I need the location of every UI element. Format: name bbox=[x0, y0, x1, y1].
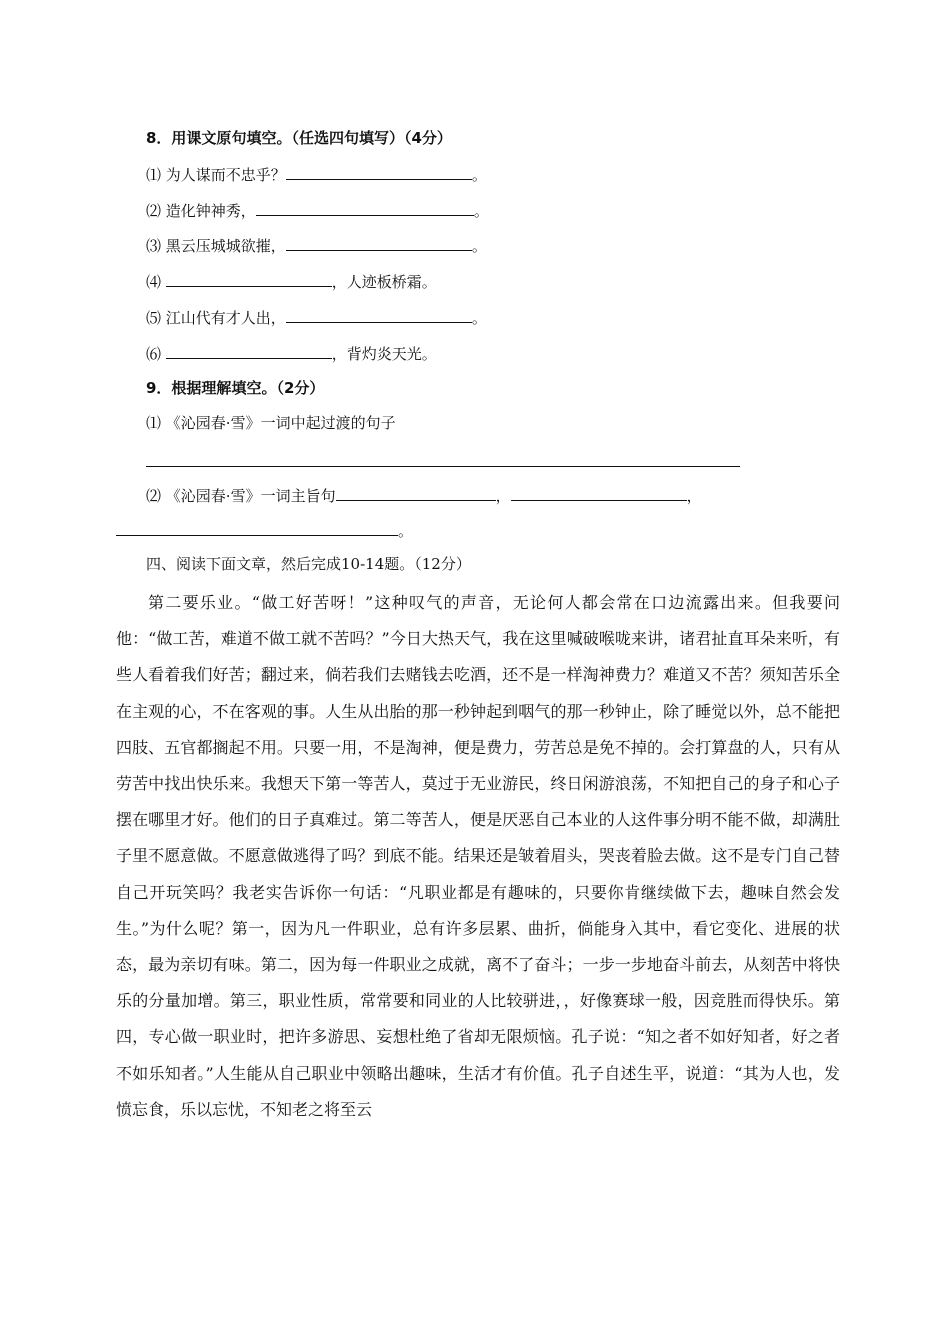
q9-heading: 9．根据理解填空。（2分） bbox=[146, 379, 325, 397]
q8-item-number: ⑷ bbox=[146, 273, 162, 291]
q8-item-prompt: 造化钟神秀， bbox=[165, 202, 256, 220]
q8-item-6 bbox=[146, 342, 437, 364]
terminator: 。 bbox=[398, 522, 414, 540]
answer-line[interactable] bbox=[146, 466, 740, 467]
answer-blank[interactable] bbox=[256, 199, 474, 216]
q9-item-number: ⑴ bbox=[146, 414, 162, 432]
q9-item-2 bbox=[146, 484, 702, 506]
q8-item-4 bbox=[146, 270, 437, 292]
q8-item-3 bbox=[146, 234, 487, 256]
q9-item-number: ⑵ bbox=[146, 487, 162, 505]
q8-item-suffix: 。 bbox=[471, 237, 487, 255]
q8-item-number: ⑵ bbox=[146, 202, 162, 220]
answer-blank[interactable] bbox=[116, 519, 398, 536]
q8-item-suffix: 。 bbox=[473, 202, 489, 220]
q9-item-2-continuation bbox=[116, 519, 413, 541]
q8-item-number: ⑸ bbox=[146, 309, 162, 327]
q8-item-prompt: 为人谋而不忠乎？ bbox=[165, 166, 286, 184]
answer-blank[interactable] bbox=[511, 484, 687, 501]
q9-item-prompt: 《沁园春·雪》一词中起过渡的句子 bbox=[165, 414, 396, 432]
answer-blank[interactable] bbox=[286, 163, 472, 180]
q8-item-suffix: ，背灼炎天光。 bbox=[331, 345, 437, 363]
separator: ， bbox=[495, 487, 511, 505]
answer-blank[interactable] bbox=[166, 270, 332, 287]
q9-item-prompt: 《沁园春·雪》一词主旨句 bbox=[165, 487, 336, 505]
q8-item-number: ⑹ bbox=[146, 345, 162, 363]
q8-item-number: ⑶ bbox=[146, 237, 162, 255]
q8-item-suffix: 。 bbox=[471, 309, 487, 327]
answer-blank[interactable] bbox=[286, 234, 472, 251]
answer-blank[interactable] bbox=[336, 484, 496, 501]
q8-item-suffix: ，人迹板桥霜。 bbox=[331, 273, 437, 291]
reading-passage bbox=[116, 585, 840, 1128]
q8-item-prompt: 黑云压城城欲摧， bbox=[165, 237, 286, 255]
passage-paragraph: 第二要乐业。“做工好苦呀！”这种叹气的声音，无论何人都会常在口边流露出来。但我要问他：“做工苦，难道不做工就不苦吗？”今日大热天气，我在这里喊破喉咙来讲，诸君扯直耳朵来听，有些人看着我们好苦；翻过来，倘若我们去赌钱去吃酒，还不是一样淘神费力？难道又不苦？须知苦乐全在主观的心，不在客观的事。人生从出胎的那一秒钟起到咽气的那一秒钟止，除了睡觉以外，总不能把四肢、五官都搁起不用。只要一用，不是淘神，便是费力，劳苦总是免不掉的。会打算盘的人，只有从劳苦中找出快乐来。我想天下第一等苦人，莫过于无业游民，终日闲游浪荡，不知把自己的身子和心子摆在哪里才好。他们的日子真难过。第二等苦人，便是厌恶自己本业的人这件事分明不能不做，却满肚子里不愿意做。不愿意做逃得了吗？到底不能。结果还是皱着眉头，哭丧着脸去做。这不是专门自己替自己开玩笑吗？我老实告诉你一句话：“凡职业都是有趣味的，只要你肯继续做下去，趣味自然会发生。”为什么呢？第一，因为凡一件职业，总有许多层累、曲折，倘能身入其中，看它变化、进展的状态，最为亲切有味。第二，因为每一件职业之成就，离不了奋斗；一步一步地奋斗前去，从刻苦中将快乐的分量加增。第三，职业性质，常常要和同业的人比较骈进，，好像赛球一般，因竞胜而得快乐。第四，专心做一职业时，把许多游思、妄想杜绝了省却无限烦恼。孔子说：“知之者不如好知者，好之者不如乐知者。”人生能从自己职业中领略出趣味，生活才有价值。孔子自述生平，说道：“其为人也，发愤忘食，乐以忘忧，不知老之将至云 bbox=[116, 593, 840, 1119]
q8-item-2 bbox=[146, 199, 489, 221]
separator: ， bbox=[686, 487, 702, 505]
q9-item-1 bbox=[146, 413, 396, 433]
answer-blank[interactable] bbox=[166, 342, 332, 359]
q8-item-number: ⑴ bbox=[146, 166, 162, 184]
q8-heading: 8．用课文原句填空。（任选四句填写）（4分） bbox=[146, 129, 452, 147]
q8-item-5 bbox=[146, 306, 487, 328]
q8-item-prompt: 江山代有才人出， bbox=[165, 309, 286, 327]
section4-heading: 四、阅读下面文章，然后完成10-14题。（12分） bbox=[146, 555, 471, 573]
q8-item-1 bbox=[146, 163, 487, 185]
q8-item-suffix: 。 bbox=[471, 166, 487, 184]
answer-blank[interactable] bbox=[286, 306, 472, 323]
